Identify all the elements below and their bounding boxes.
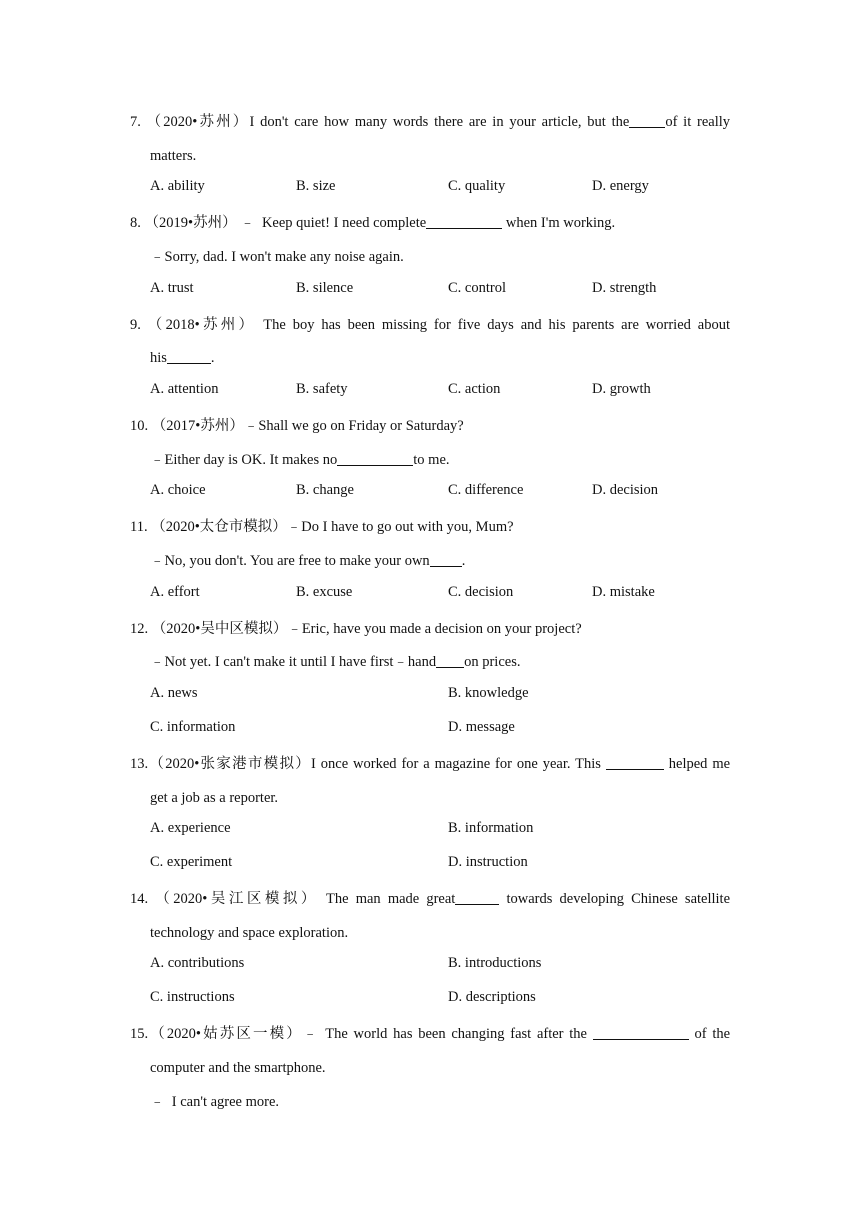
option-d[interactable]: D. growth xyxy=(592,381,651,397)
answer-blank[interactable] xyxy=(606,754,664,770)
question-source: （2020•姑苏区一模） xyxy=(148,1026,303,1042)
question-10-reply: ﹣Either day is OK. It makes no to me. xyxy=(150,452,450,468)
option-b[interactable]: B. information xyxy=(448,820,534,836)
question-source: （2020•太仓市模拟） xyxy=(151,519,287,535)
option-c[interactable]: C. decision xyxy=(448,584,514,600)
question-7-stem-cont: matters. xyxy=(150,148,197,164)
option-d[interactable]: D. descriptions xyxy=(448,989,536,1005)
answer-blank[interactable] xyxy=(337,450,413,466)
question-source: （2017•苏州） xyxy=(151,418,244,434)
option-b[interactable]: B. size xyxy=(296,178,336,194)
question-number: 10. xyxy=(130,418,149,434)
question-15-stem: 15.（2020•姑苏区一模）﹣ The world has been changing fast after the of the xyxy=(130,1026,731,1042)
question-source: （2019•苏州） xyxy=(144,215,237,231)
option-b[interactable]: B. knowledge xyxy=(448,685,529,701)
answer-blank[interactable] xyxy=(436,652,464,668)
answer-blank[interactable] xyxy=(426,213,502,229)
option-a[interactable]: A. trust xyxy=(150,280,194,296)
option-b[interactable]: B. silence xyxy=(296,280,354,296)
answer-blank[interactable] xyxy=(629,112,665,128)
question-11-stem: 11. （2020•太仓市模拟）﹣Do I have to go out with you, Mum? xyxy=(130,519,514,535)
option-a[interactable]: A. contributions xyxy=(150,955,245,971)
question-number: 7. xyxy=(130,114,141,130)
question-12-stem: 12. （2020•吴中区模拟）﹣Eric, have you made a decision on your project? xyxy=(130,621,582,637)
question-number: 8. xyxy=(130,215,141,231)
answer-blank[interactable] xyxy=(167,348,211,364)
question-15-reply: ﹣ I can't agree more. xyxy=(150,1094,280,1110)
option-d[interactable]: D. instruction xyxy=(448,854,528,870)
option-c[interactable]: C. quality xyxy=(448,178,506,194)
question-14-stem: 14. （2020•吴江区模拟） The man made great towards developing Chinese satellite xyxy=(130,891,731,907)
answer-blank[interactable] xyxy=(593,1024,689,1040)
question-11-reply: ﹣No, you don't. You are free to make your own . xyxy=(150,553,466,569)
question-12-reply: ﹣Not yet. I can't make it until I have first﹣hand on prices. xyxy=(150,654,521,670)
option-d[interactable]: D. mistake xyxy=(592,584,655,600)
question-number: 14. xyxy=(130,891,149,907)
question-9-stem-cont: his . xyxy=(150,350,215,366)
question-9-stem: 9. （2018•苏州） The boy has been missing for five days and his parents are worried about xyxy=(130,317,731,333)
option-d[interactable]: D. energy xyxy=(592,178,649,194)
question-number: 15. xyxy=(130,1026,149,1042)
question-8-stem: 8. （2019•苏州） ﹣ Keep quiet! I need complete when I'm working. xyxy=(130,215,616,231)
option-c[interactable]: C. experiment xyxy=(150,854,233,870)
question-13-stem: 13.（2020•张家港市模拟）I once worked for a magazine for one year. This helped me xyxy=(130,756,731,772)
option-b[interactable]: B. change xyxy=(296,482,354,498)
option-c[interactable]: C. instructions xyxy=(150,989,235,1005)
question-source: （2020•吴中区模拟） xyxy=(151,621,288,637)
question-15-stem-cont: computer and the smartphone. xyxy=(150,1060,326,1076)
answer-blank[interactable] xyxy=(455,889,499,905)
option-c[interactable]: C. action xyxy=(448,381,501,397)
question-7-stem: 7. （2020•苏州）I don't care how many words there are in your article, but the of it really xyxy=(130,114,731,130)
option-d[interactable]: D. strength xyxy=(592,280,657,296)
question-source: （2020•苏州） xyxy=(146,114,250,130)
option-b[interactable]: B. safety xyxy=(296,381,348,397)
question-number: 9. xyxy=(130,317,141,333)
question-number: 12. xyxy=(130,621,149,637)
question-number: 11. xyxy=(130,519,148,535)
option-a[interactable]: A. attention xyxy=(150,381,219,397)
option-a[interactable]: A. effort xyxy=(150,584,200,600)
question-8-reply: ﹣Sorry, dad. I won't make any noise again. xyxy=(150,249,404,265)
option-d[interactable]: D. message xyxy=(448,719,515,735)
option-b[interactable]: B. introductions xyxy=(448,955,542,971)
option-a[interactable]: A. ability xyxy=(150,178,205,194)
option-b[interactable]: B. excuse xyxy=(296,584,353,600)
option-d[interactable]: D. decision xyxy=(592,482,659,498)
question-10-stem: 10. （2017•苏州）﹣Shall we go on Friday or Saturday? xyxy=(130,418,464,434)
question-source: （2020•张家港市模拟） xyxy=(148,756,312,772)
option-a[interactable]: A. news xyxy=(150,685,198,701)
option-a[interactable]: A. experience xyxy=(150,820,231,836)
question-source: （2018•苏州） xyxy=(147,317,257,333)
question-number: 13. xyxy=(130,756,149,772)
option-c[interactable]: C. difference xyxy=(448,482,524,498)
option-a[interactable]: A. choice xyxy=(150,482,206,498)
option-c[interactable]: C. control xyxy=(448,280,506,296)
answer-blank[interactable] xyxy=(430,551,462,567)
question-source: （2020•吴江区模拟） xyxy=(155,891,319,907)
question-14-stem-cont: technology and space exploration. xyxy=(150,925,349,941)
option-c[interactable]: C. information xyxy=(150,719,236,735)
question-13-stem-cont: get a job as a reporter. xyxy=(150,790,279,806)
